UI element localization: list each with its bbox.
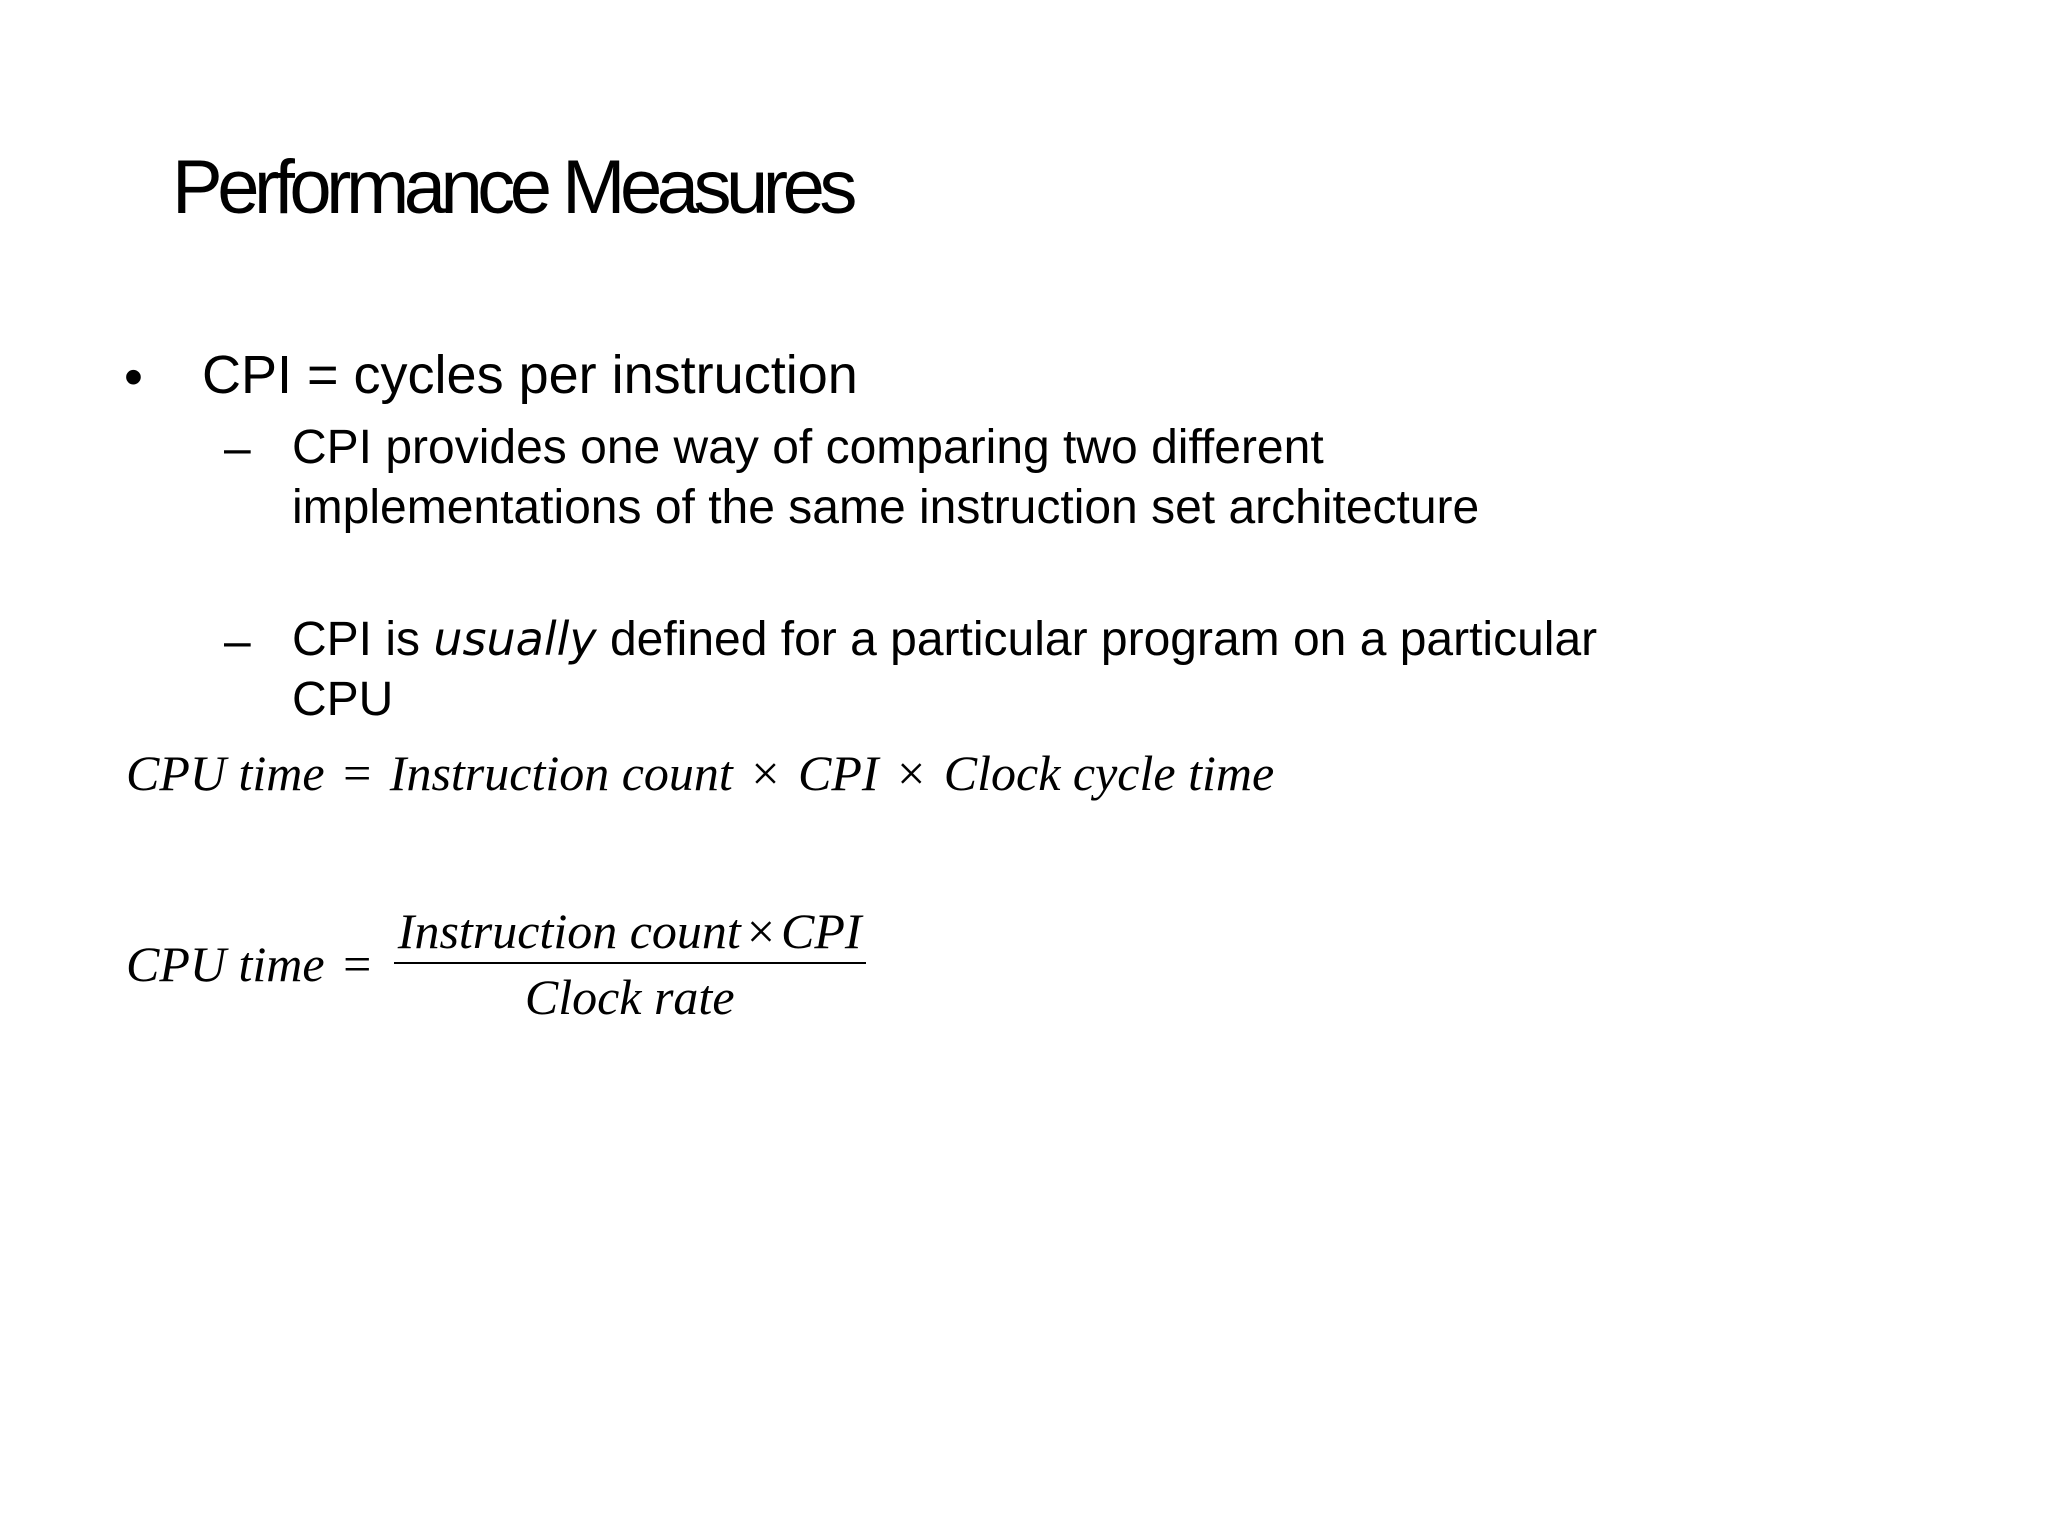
text-segment: CPI is xyxy=(292,613,434,666)
fraction xyxy=(394,903,866,1025)
times-sign: × xyxy=(897,745,926,801)
bullet-text: CPI = cycles per instruction xyxy=(202,345,858,405)
sub-bullet-defined-line1 xyxy=(292,610,1597,670)
formula-lhs: CPU time xyxy=(126,936,325,992)
formula-term: Clock cycle time xyxy=(943,745,1275,801)
sub-bullet-defined-line2: CPU xyxy=(292,673,394,726)
slide-title: Performance Measures xyxy=(172,145,852,230)
fraction-numerator xyxy=(394,903,866,964)
sub-bullet-marker: – xyxy=(224,422,251,475)
sub-bullet-comparing xyxy=(292,418,1479,538)
formula-term: Instruction count xyxy=(389,745,733,801)
times-sign: × xyxy=(746,903,776,959)
equals-sign: = xyxy=(343,745,372,801)
times-sign: × xyxy=(751,745,780,801)
formula-term: CPI xyxy=(781,903,862,959)
equals-sign: = xyxy=(343,936,372,992)
sub-bullet-comparing-line2: implementations of the same instruction set architecture xyxy=(292,481,1480,534)
sub-bullet-marker: – xyxy=(224,615,251,668)
fraction-denominator: Clock rate xyxy=(524,969,735,1025)
formula-lhs: CPU time xyxy=(126,745,325,801)
formula-term: CPI xyxy=(798,745,879,801)
sub-bullet-defined xyxy=(292,610,1597,730)
emphasis-word: usually xyxy=(433,612,597,666)
cpu-time-product-formula xyxy=(126,745,1275,801)
cpu-time-fraction-formula xyxy=(126,903,866,1025)
formula-term: Instruction count xyxy=(397,903,741,959)
text-segment: defined for a particular program on a particular xyxy=(596,613,1598,666)
bullet-marker: • xyxy=(124,347,143,407)
sub-bullet-comparing-line1: CPI provides one way of comparing two different xyxy=(292,421,1324,474)
